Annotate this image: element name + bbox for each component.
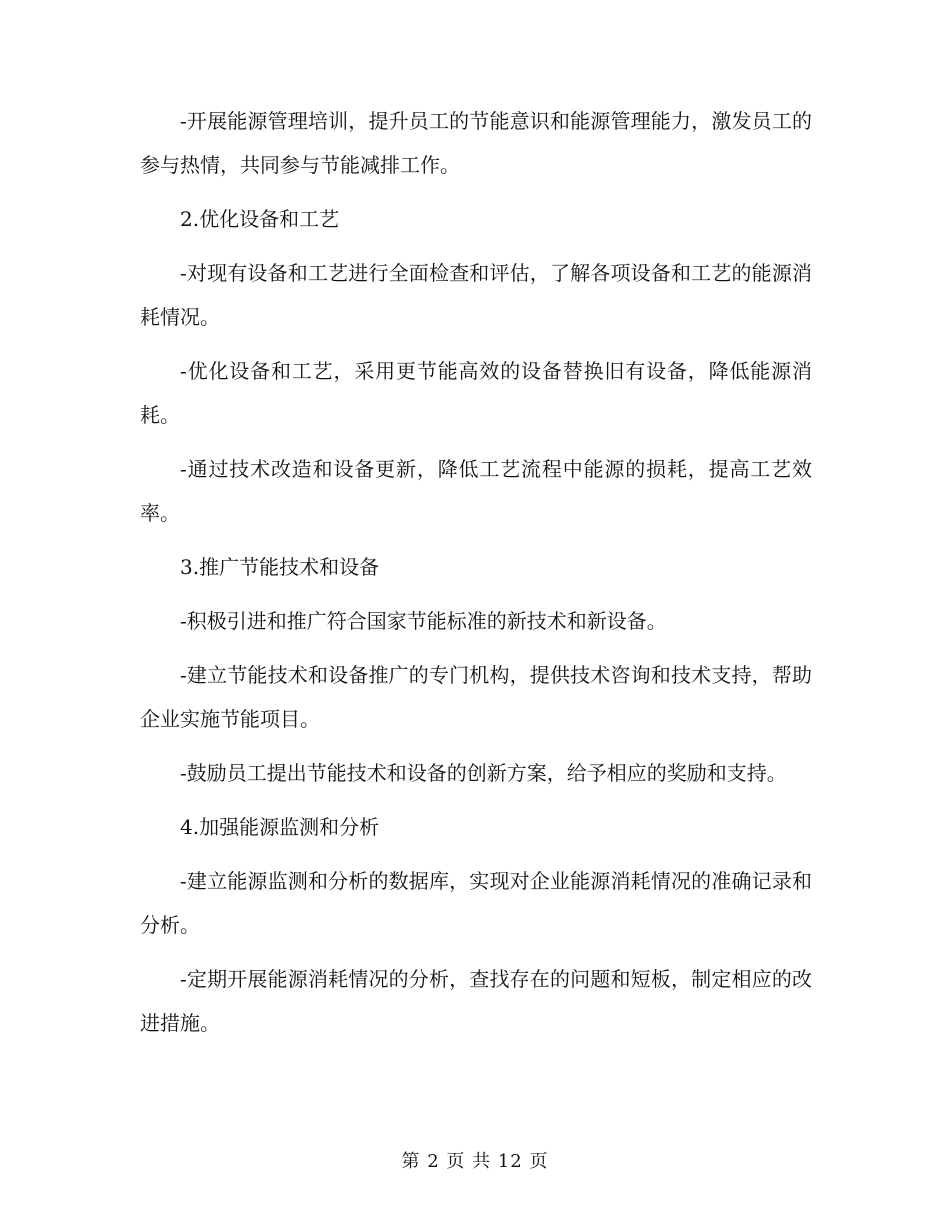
section-heading-equipment: 2.优化设备和工艺 — [180, 207, 340, 231]
paragraph-inspection: -对现有设备和工艺进行全面检查和评估，了解各项设备和工艺的能源消耗情况。 — [140, 261, 812, 329]
paragraph-database: -建立能源监测和分析的数据库，实现对企业能源消耗情况的准确记录和分析。 — [140, 869, 812, 937]
paragraph-encourage: -鼓励员工提出节能技术和设备的创新方案，给予相应的奖励和支持。 — [180, 761, 787, 785]
paragraph-training: -开展能源管理培训，提升员工的节能意识和能源管理能力，激发员工的参与热情，共同参与节能减排工作。 — [140, 109, 812, 177]
paragraph-analysis: -定期开展能源消耗情况的分析，查找存在的问题和短板，制定相应的改进措施。 — [140, 967, 812, 1035]
paragraph-agency: -建立节能技术和设备推广的专门机构，提供技术咨询和技术支持，帮助企业实施节能项目。 — [140, 663, 812, 731]
page-number-footer: 第 2 页 共 12 页 — [401, 1151, 549, 1172]
section-heading-monitoring: 4.加强能源监测和分析 — [180, 815, 380, 839]
paragraph-optimize: -优化设备和工艺，采用更节能高效的设备替换旧有设备，降低能源消耗。 — [140, 359, 812, 427]
paragraph-introduce: -积极引进和推广符合国家节能标准的新技术和新设备。 — [180, 609, 667, 633]
paragraph-upgrade: -通过技术改造和设备更新，降低工艺流程中能源的损耗，提高工艺效率。 — [140, 457, 812, 525]
document-body — [140, 99, 812, 1055]
section-heading-technology: 3.推广节能技术和设备 — [180, 555, 380, 579]
